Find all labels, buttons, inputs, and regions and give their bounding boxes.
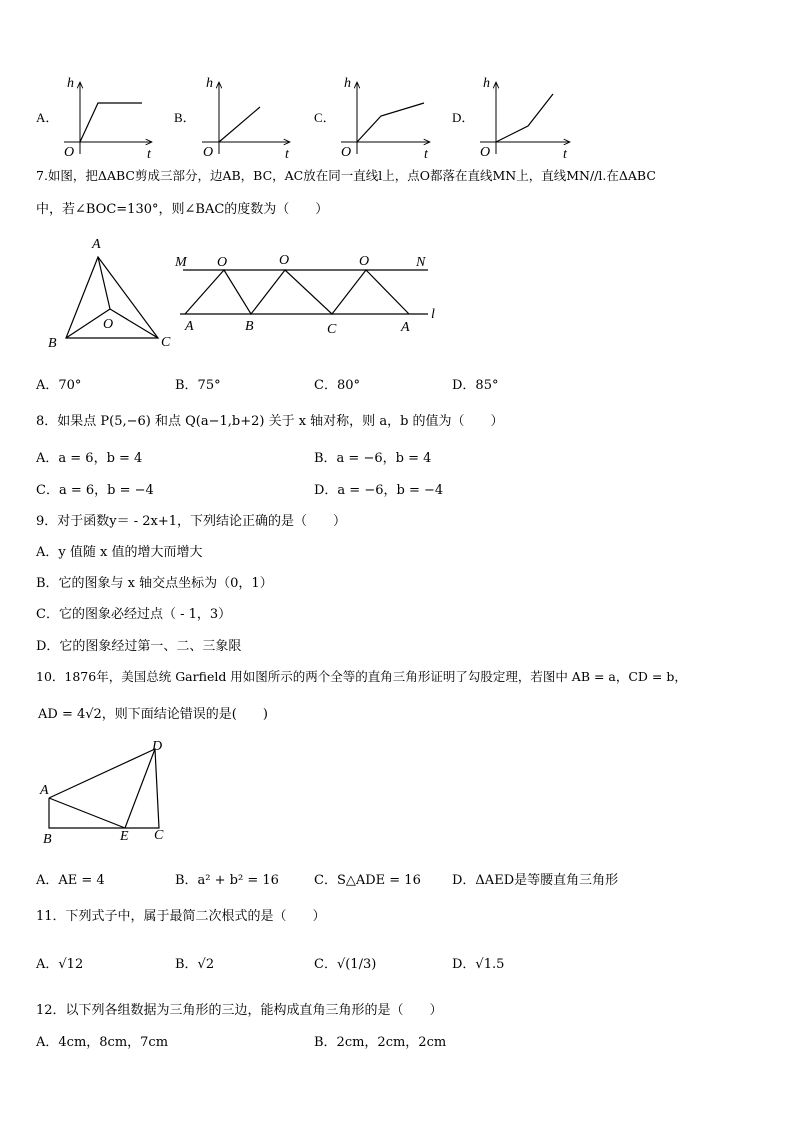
q6-option-b-letter: B． xyxy=(174,110,196,125)
svg-text:t: t xyxy=(147,147,151,162)
q12-option-b[interactable]: B．2cm，2cm，2cm xyxy=(314,1035,447,1050)
q6-graph-a xyxy=(64,76,152,162)
q7-strip-figure xyxy=(174,253,435,337)
svg-text:A: A xyxy=(40,783,49,798)
svg-text:B: B xyxy=(48,336,57,351)
svg-text:O: O xyxy=(480,145,491,160)
q7-option-d[interactable]: D．85° xyxy=(452,378,499,393)
q10-option-c[interactable]: C．S△ADE = 16 xyxy=(314,873,421,888)
q8-option-a[interactable]: A．a = 6，b = 4 xyxy=(36,451,143,466)
svg-text:D: D xyxy=(152,739,163,754)
q6-option-d-letter: D． xyxy=(452,110,475,125)
q12-option-a[interactable]: A．4cm，8cm，7cm xyxy=(36,1035,169,1050)
svg-text:O: O xyxy=(103,317,114,332)
q9-stem: 9．对于函数y＝ - 2x+1，下列结论正确的是（ ） xyxy=(36,514,347,529)
q11-option-a[interactable]: A．√12 xyxy=(36,957,84,972)
svg-text:C: C xyxy=(161,335,171,350)
q7-option-b[interactable]: B．75° xyxy=(175,378,221,393)
svg-text:A: A xyxy=(401,320,410,335)
q9-option-b[interactable]: B．它的图象与 x 轴交点坐标为（0，1） xyxy=(36,576,273,591)
svg-text:h: h xyxy=(67,76,74,91)
svg-text:C: C xyxy=(154,828,164,843)
q9-option-d[interactable]: D．它的图象经过第一、二、三象限 xyxy=(36,639,242,654)
q7-stem-line2: 中，若∠BOC=130°，则∠BAC的度数为（ ） xyxy=(36,202,329,217)
q10-trapezoid xyxy=(39,739,164,847)
q11-stem: 11．下列式子中，属于最简二次根式的是（ ） xyxy=(36,909,326,924)
svg-text:l: l xyxy=(431,307,435,322)
q9-option-a[interactable]: A．y 值随 x 值的增大而增大 xyxy=(36,545,203,560)
q7-stem-line1: 7.如图，把ΔABC剪成三部分，边AB，BC，AC放在同一直线l上，点O都落在直线MN上，直线MN//l.在ΔABC xyxy=(36,168,656,183)
q10-option-b[interactable]: B．a² + b² = 16 xyxy=(175,873,279,888)
q7-option-a[interactable]: A．70° xyxy=(36,378,82,393)
svg-text:B: B xyxy=(43,832,52,847)
q8-stem: 8．如果点 P(5,−6) 和点 Q(a−1,b+2) 关于 x 轴对称，则 a，b 的值为（ ） xyxy=(36,414,504,429)
q6-option-c-letter: C． xyxy=(314,110,336,125)
q10-figure xyxy=(30,735,190,847)
svg-text:O: O xyxy=(279,253,290,268)
q11-option-c[interactable]: C．√(1/3) xyxy=(314,957,377,972)
q8-option-b[interactable]: B．a = −6，b = 4 xyxy=(314,451,432,466)
q9-option-c[interactable]: C．它的图象必经过点（ - 1，3） xyxy=(36,607,232,622)
svg-text:M: M xyxy=(175,255,187,270)
q10-option-a[interactable]: A．AE = 4 xyxy=(36,873,105,888)
svg-text:O: O xyxy=(217,255,228,270)
svg-text:O: O xyxy=(203,145,214,160)
q7-figures xyxy=(40,232,460,352)
svg-text:h: h xyxy=(483,76,490,91)
q11-option-b[interactable]: B．√2 xyxy=(175,957,215,972)
q12-stem: 12．以下列各组数据为三角形的三边，能构成直角三角形的是（ ） xyxy=(36,1003,443,1018)
q8-option-c[interactable]: C．a = 6，b = −4 xyxy=(36,483,154,498)
svg-text:h: h xyxy=(344,76,351,91)
svg-text:O: O xyxy=(64,145,75,160)
svg-text:B: B xyxy=(245,319,254,334)
q7-triangle-figure xyxy=(48,237,171,351)
q8-option-d[interactable]: D．a = −6，b = −4 xyxy=(314,483,444,498)
svg-text:N: N xyxy=(416,255,426,270)
q6-graph-b xyxy=(202,76,290,162)
svg-text:A: A xyxy=(92,237,101,252)
q10-stem-line2: AD = 4√2，则下面结论错误的是( ) xyxy=(38,707,268,722)
svg-text:t: t xyxy=(424,147,428,162)
svg-text:E: E xyxy=(120,829,129,844)
svg-text:t: t xyxy=(285,147,289,162)
svg-text:h: h xyxy=(206,76,213,91)
q7-option-c[interactable]: C．80° xyxy=(314,378,360,393)
svg-text:O: O xyxy=(359,254,370,269)
q10-option-d[interactable]: D．ΔAED是等腰直角三角形 xyxy=(452,873,619,888)
q6-graph-c xyxy=(341,76,430,162)
svg-text:C: C xyxy=(327,322,337,337)
q6-option-a-letter: A． xyxy=(36,110,59,125)
svg-text:O: O xyxy=(341,145,352,160)
q10-stem-line1: 10．1876年，美国总统 Garfield 用如图所示的两个全等的直角三角形证明了勾股定理，若图中 AB = a，CD = b， xyxy=(36,669,687,684)
svg-text:t: t xyxy=(563,147,567,162)
svg-text:A: A xyxy=(185,319,194,334)
q6-graphs xyxy=(0,70,794,165)
q11-option-d[interactable]: D．√1.5 xyxy=(452,957,505,972)
q6-graph-d xyxy=(480,76,570,162)
